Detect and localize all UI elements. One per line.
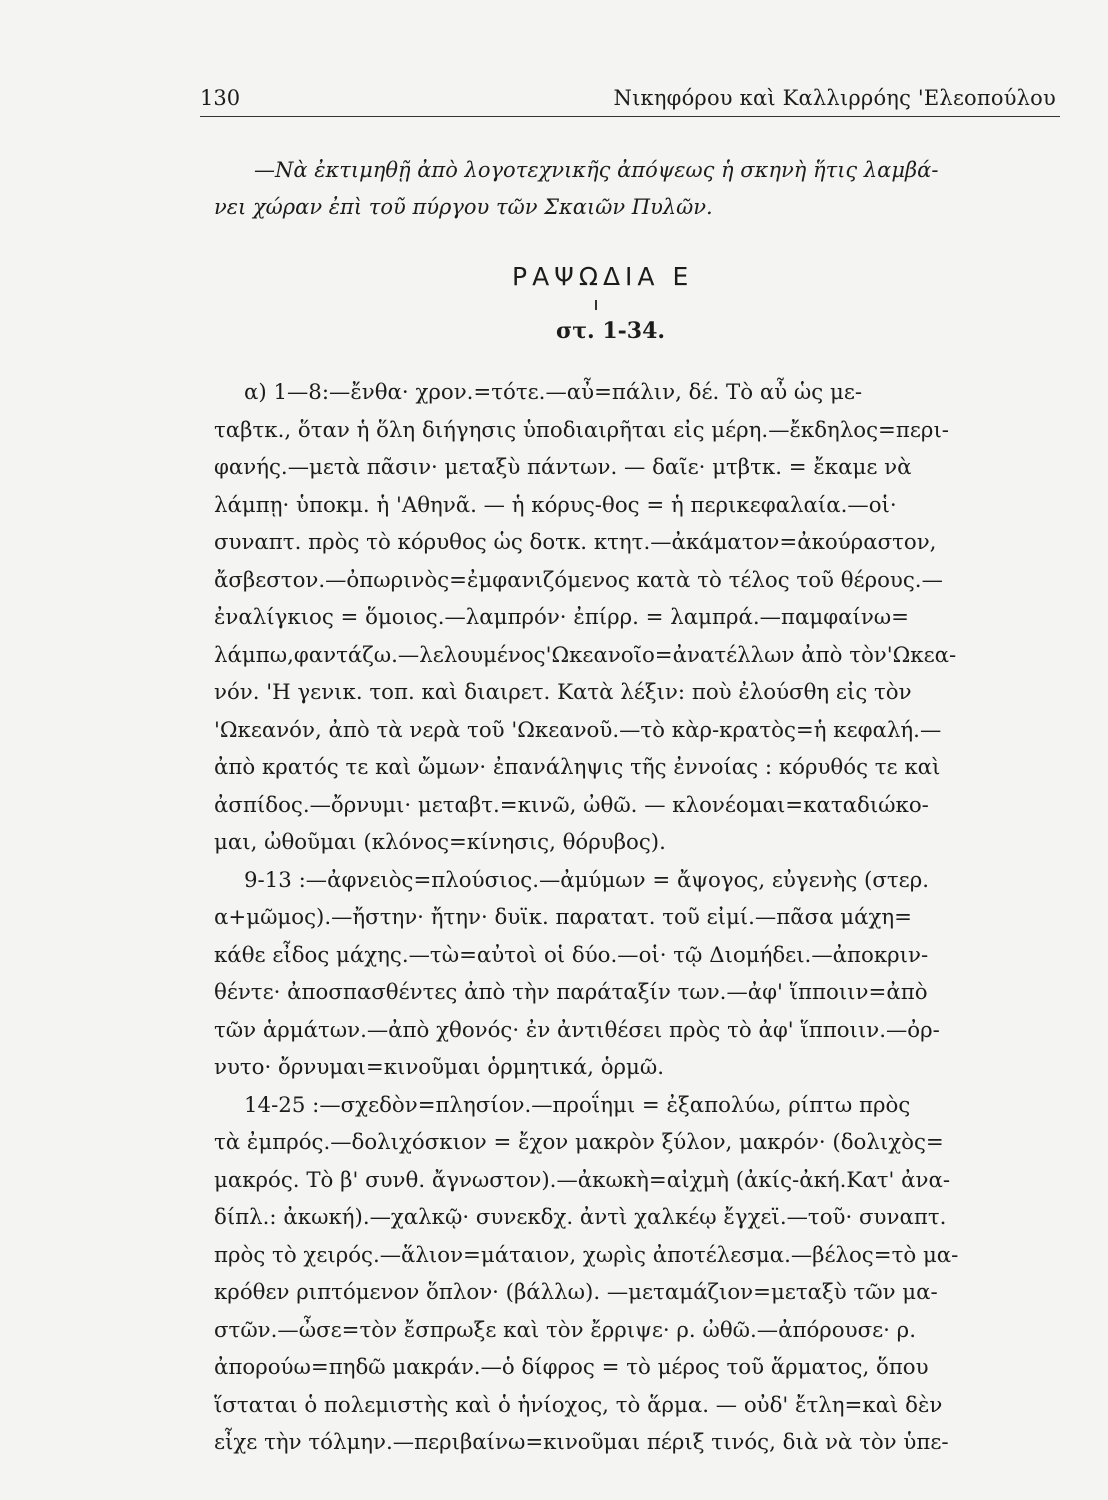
text-line: ταβτκ., ὅταν ἡ ὅλη διήγησις ὑποδιαιρῆται εἰς μέρη.—ἔκδηλος=περι- [214,417,950,443]
section-title: ΡΑΨΩΔΙΑ Ε [512,262,694,291]
intro-paragraph [214,152,1060,226]
text-line: α) 1—8:—ἔνθα· χρον.=τότε.—αὖ=πάλιν, δέ. Τὸ αὖ ὡς με- [244,380,863,405]
text-line: λάμπῃ· ὑποκμ. ἡ 'Αθηνᾶ. — ἡ κόρυς-θος = ἡ περικεφαλαία.—οἱ· [214,492,897,518]
text-line: μαι, ὠθοῦμαι (κλόνος=κίνησις, θόρυβος). [214,830,666,855]
text-line: δίπλ.: ἀκωκή).—χαλκῷ· συνεκδχ. ἀντὶ χαλκέῳ ἔγχεϊ.—τοῦ· συναπτ. [214,1205,947,1230]
text-line: —Νὰ ἐκτιμηθῇ ἀπὸ λογοτεχνικῆς ἀπόψεως ἡ σκηνὴ ἥτις λαμβά- [254,158,939,182]
text-line: ἀπορούω=πηδῶ μακράν.—ὁ δίφρος = τὸ μέρος τοῦ ἅρματος, ὅπου [214,1355,929,1380]
page-header [200,86,1060,117]
text-line: φανής.—μετὰ πᾶσιν· μεταξὺ πάντων. — δαῖε· μτβτκ. = ἔκαμε νὰ [214,455,912,480]
text-line: νει χώραν ἐπὶ τοῦ πύργου τῶν Σκαιῶν Πυλῶν. [214,195,713,219]
text-line: ἐναλίγκιος = ὅμοιος.—λαμπρόν· ἐπίρρ. = λαμπρά.—παμφαίνω= [214,605,909,630]
text-line: τῶν ἁρμάτων.—ἀπὸ χθονός· ἐν ἀντιθέσει πρὸς τὸ ἀφ' ἵπποιιν.—ὀρ- [214,1017,940,1043]
text-line: 9-13 :—ἀφνειὸς=πλούσιος.—ἀμύμων = ἄψογος, εὐγενὴς (στερ. [244,867,929,893]
section-mark [595,300,597,310]
text-line: στῶν.—ὦσε=τὸν ἔσπρωξε καὶ τὸν ἔρριψε· ρ. ὠθῶ.—ἀπόρουσε· ρ. [214,1317,916,1343]
text-line: νυτο· ὄρνυμαι=κινοῦμαι ὁρμητικά, ὁρμῶ. [214,1055,665,1080]
section-verses: στ. 1-34. [556,318,666,344]
text-line: ἀσπίδος.—ὄρνυμι· μεταβτ.=κινῶ, ὠθῶ. — κλονέομαι=καταδιώκο- [214,792,929,818]
text-line: ἄσβεστον.—ὀπωρινὸς=ἐμφανιζόμενος κατὰ τὸ τέλος τοῦ θέρους.— [214,567,943,593]
text-line: νόν. 'Η γενικ. τοπ. καὶ διαιρετ. Κατὰ λέξιν: ποὺ ἐλούσθη εἰς τὸν [214,680,912,705]
text-line: πρὸς τὸ χειρός.—ἅλιον=μάταιον, χωρὶς ἀποτέλεσμα.—βέλος=τὸ μα- [214,1242,959,1268]
text-line: κάθε εἶδος μάχης.—τὼ=αὐτοὶ οἱ δύο.—οἱ· τῷ Διομήδει.—ἀποκριν- [214,942,929,968]
text-line: 'Ωκεανόν, ἀπὸ τὰ νερὰ τοῦ 'Ωκεανοῦ.—τὸ κὰρ-κρατὸς=ἡ κεφαλή.— [214,717,942,743]
text-line: 14-25 :—σχεδὸν=πλησίον.—προΐημι = ἐξαπολύω, ρίπτω πρὸς [244,1092,911,1118]
text-line: συναπτ. πρὸς τὸ κόρυθος ὡς δοτκ. κτητ.—ἀκάματον=ἀκούραστον, [214,530,937,555]
page-number: 130 [200,86,241,110]
text-line: ἀπὸ κρατός τε καὶ ὤμων· ἐπανάληψις τῆς ἐννοίας : κόρυθός τε καὶ [214,755,941,780]
text-line: λάμπω,φαντάζω.—λελουμένος'Ωκεανοῖο=ἀνατέλλων ἀπὸ τὸν'Ωκεα- [214,642,957,668]
running-head: Νικηφόρου καὶ Καλλιρρόης 'Ελεοπούλου [613,86,1056,110]
text-line: α+μῶμος).—ἤστην· ἤτην· δυϊκ. παρατατ. τοῦ εἰμί.—πᾶσα μάχη= [214,905,913,930]
text-line: κρόθεν ριπτόμενον ὅπλον· (βάλλω). —μεταμάζιον=μεταξὺ τῶν μα- [214,1280,938,1305]
text-line: εἶχε τὴν τόλμην.—περιβαίνω=κινοῦμαι πέριξ τινός, διὰ νὰ τὸν ὑπε- [214,1430,949,1455]
text-line: τὰ ἐμπρός.—δολιχόσκιον = ἔχον μακρὸν ξύλον, μακρόν· (δολιχὸς= [214,1130,944,1155]
text-line: θέντε· ἀποσπασθέντες ἀπὸ τὴν παράταξίν των.—ἀφ' ἵπποιιν=ἀπὸ [214,980,928,1005]
text-line: ἵσταται ὁ πολεμιστὴς καὶ ὁ ἡνίοχος, τὸ ἅρμα. — οὐδ' ἔτλη=καὶ δὲν [214,1392,943,1418]
commentary-body [214,374,1064,1462]
text-line: μακρός. Τὸ β' συνθ. ἄγνωστον).—ἀκωκὴ=αἰχμὴ (ἀκίς-ἀκή.Κατ' ἀνα- [214,1167,951,1193]
